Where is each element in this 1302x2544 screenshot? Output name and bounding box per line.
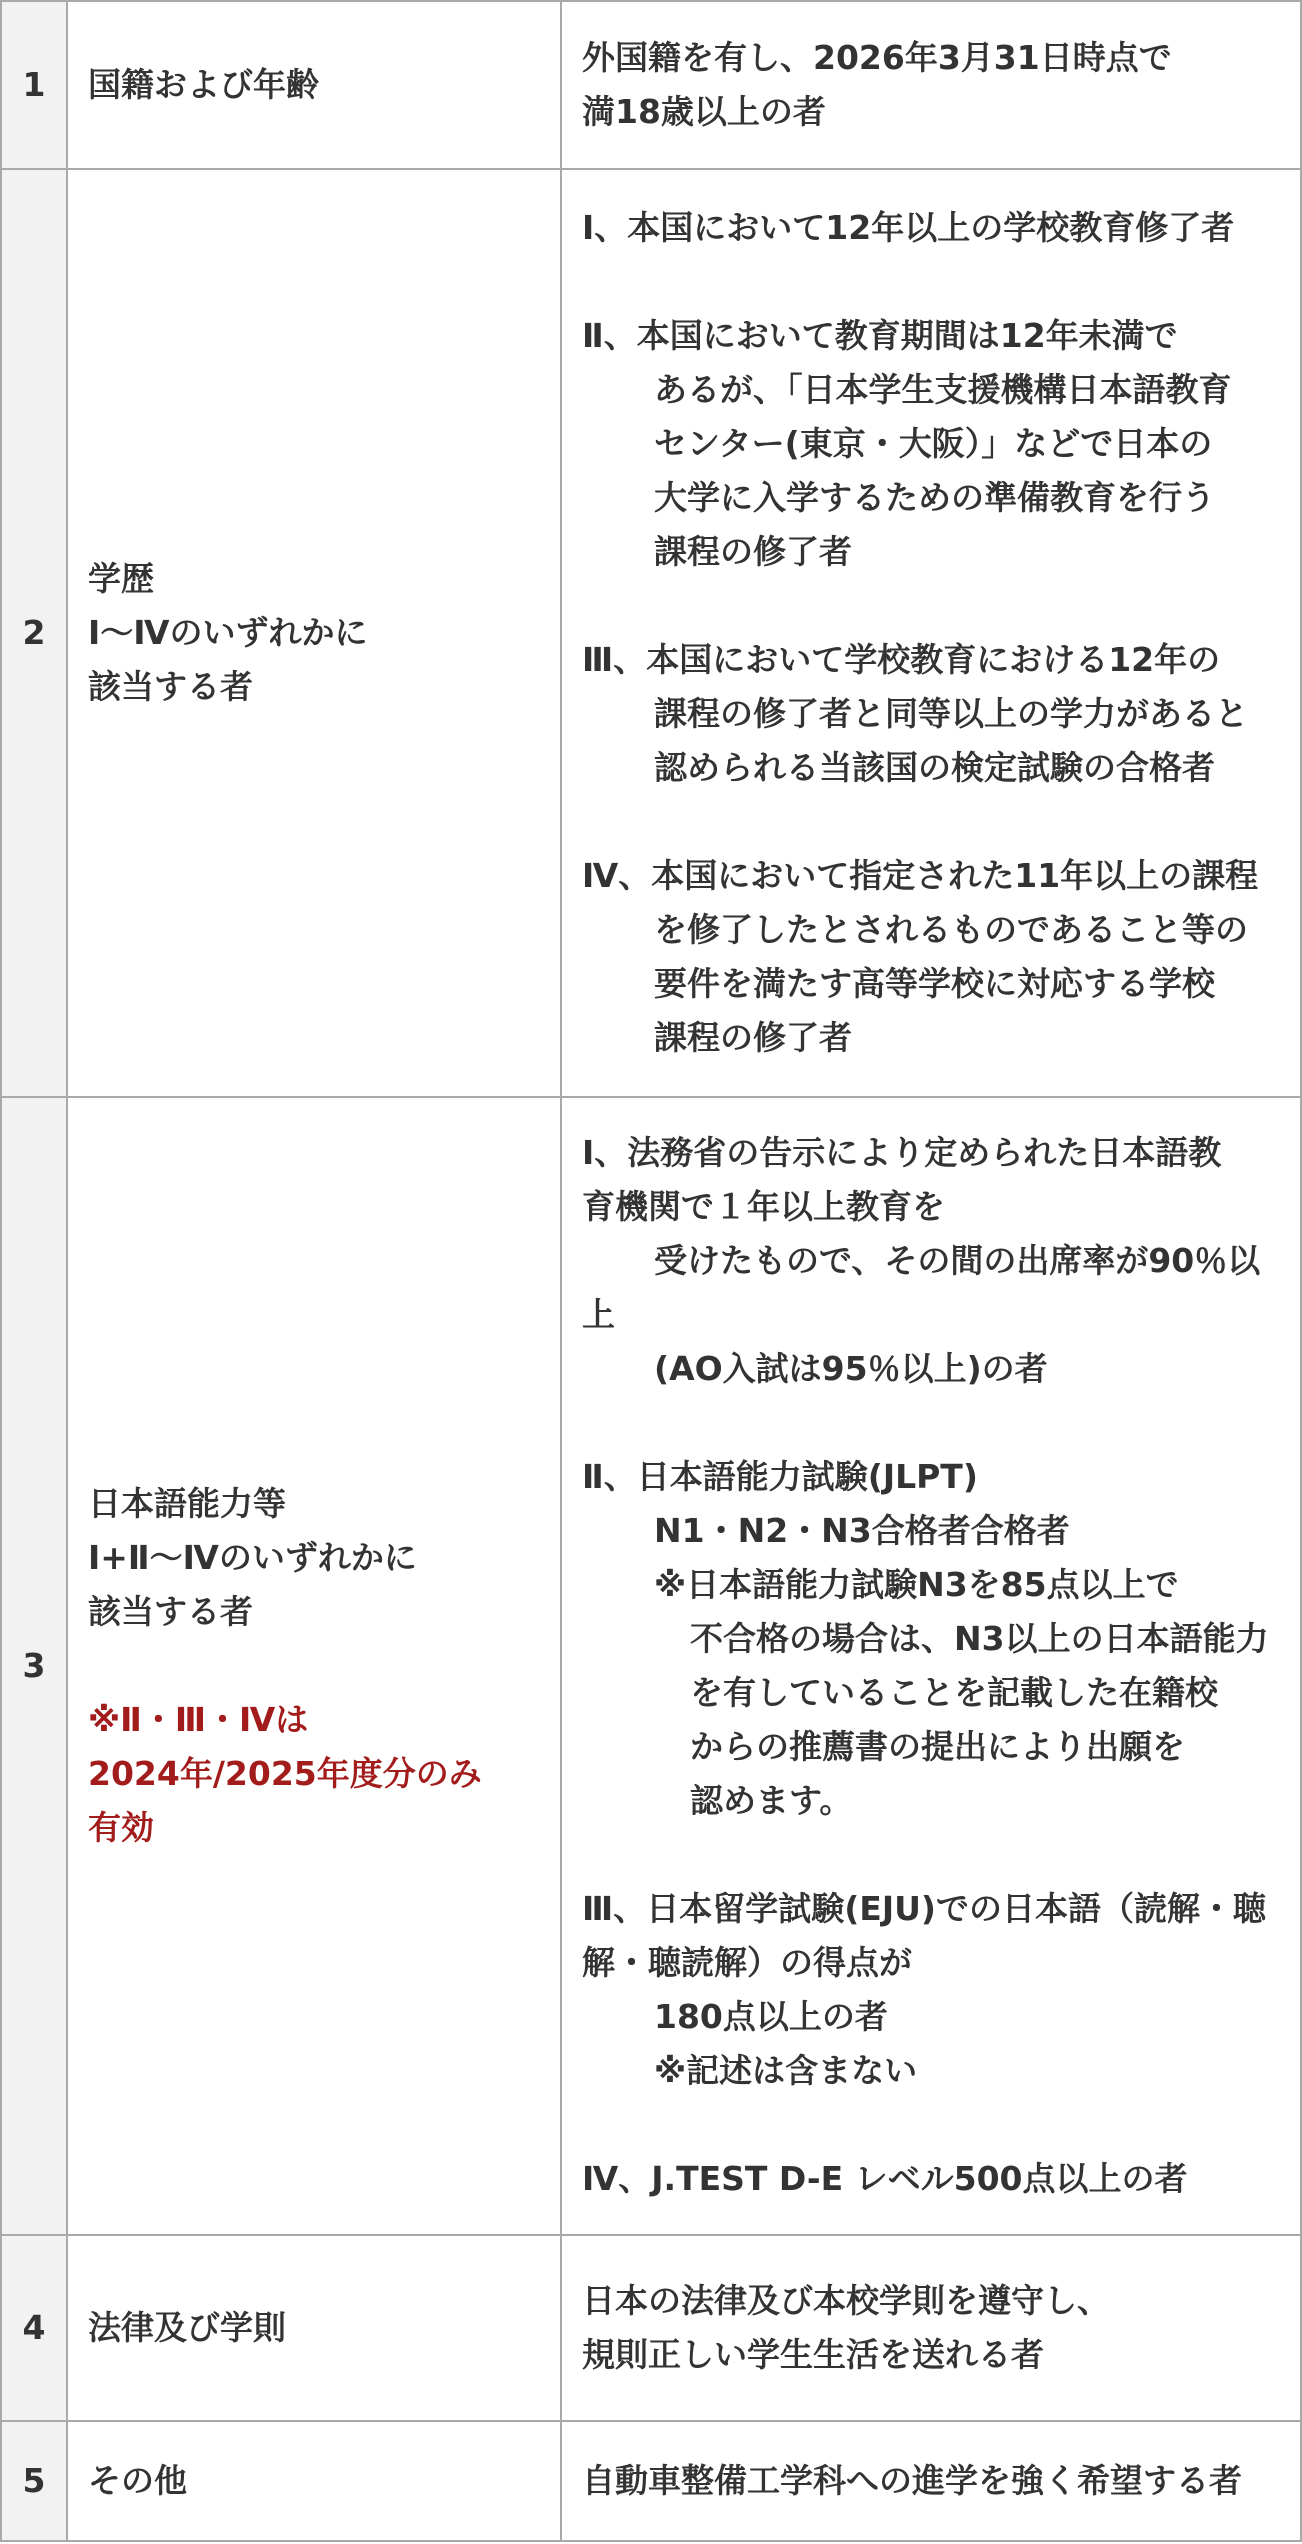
validity-note: 有効: [88, 1808, 154, 1847]
label-line: Ⅰ～Ⅳのいずれかに: [88, 613, 368, 652]
validity-note: 2024年/2025年度分のみ: [88, 1754, 482, 1793]
list-item-continuation: センター(東京・大阪）」などで日本の: [654, 424, 1213, 463]
content-line: 満18歳以上の者: [582, 92, 826, 131]
label-line: Ⅰ+Ⅱ～Ⅳのいずれかに: [88, 1538, 417, 1577]
content-line: 自動車整備工学科への進学を強く希望する者: [582, 2461, 1242, 2500]
row-label: [67, 2421, 561, 2541]
row-content: [561, 1097, 1301, 2235]
label-line: 学歴: [88, 559, 154, 598]
list-item-continuation: (AO入試は95％以上)の者: [654, 1349, 1048, 1388]
table-row: [1, 2235, 1301, 2421]
row-number: 3: [1, 1097, 67, 2235]
list-item-continuation: 認められる当該国の検定試験の合格者: [654, 748, 1215, 787]
list-item: Ⅱ、本国において教育期間は12年未満で: [582, 316, 1178, 355]
content-line: 外国籍を有し、2026年3月31日時点で: [582, 38, 1172, 77]
row-number: 4: [1, 2235, 67, 2421]
list-item-continuation: 課程の修了者と同等以上の学力があると: [654, 694, 1248, 733]
list-item-continuation: あるが、「日本学生支援機構日本語教育: [654, 370, 1232, 409]
list-item-continuation: 育機関で１年以上教育を: [582, 1187, 945, 1226]
list-item: Ⅳ、J.TEST D-E レベル500点以上の者: [582, 2159, 1188, 2198]
table-row: [1, 2421, 1301, 2541]
list-item: Ⅰ、本国において12年以上の学校教育修了者: [582, 208, 1235, 247]
list-item-continuation: N1・N2・N3合格者合格者: [654, 1511, 1070, 1550]
row-label: [67, 1, 561, 169]
row-number: 5: [1, 2421, 67, 2541]
list-item-continuation: 上: [582, 1295, 615, 1334]
validity-note: ※Ⅱ・Ⅲ・Ⅳは: [88, 1700, 309, 1739]
list-item: Ⅲ、本国において学校教育における12年の: [582, 640, 1221, 679]
list-item-continuation: 課程の修了者: [654, 1018, 852, 1057]
table-row: [1, 169, 1301, 1097]
row-number: 2: [1, 169, 67, 1097]
row-number: 1: [1, 1, 67, 169]
jlpt-note: を有していることを記載した在籍校: [690, 1673, 1218, 1712]
content-line: 日本の法律及び本校学則を遵守し、: [582, 2281, 1110, 2320]
row-content: [561, 2235, 1301, 2421]
label-line: 該当する者: [88, 667, 253, 706]
row-label: [67, 169, 561, 1097]
list-item-continuation: を修了したとされるものであること等の: [654, 910, 1248, 949]
list-item: Ⅲ、日本留学試験(EJU)での日本語（読解・聴: [582, 1889, 1266, 1928]
table-row: [1, 1, 1301, 169]
list-item-continuation: 課程の修了者: [654, 532, 852, 571]
list-item-continuation: ※記述は含まない: [654, 2051, 918, 2090]
label-line: その他: [88, 2461, 187, 2500]
label-line: 国籍および年齢: [88, 65, 319, 104]
row-content: [561, 1, 1301, 169]
jlpt-note: 認めます。: [690, 1781, 853, 1820]
list-item-continuation: 要件を満たす高等学校に対応する学校: [654, 964, 1215, 1003]
list-item-continuation: 大学に入学するための準備教育を行う: [654, 478, 1215, 517]
jlpt-note: からの推薦書の提出により出願を: [690, 1727, 1185, 1766]
row-content: [561, 169, 1301, 1097]
row-content: [561, 2421, 1301, 2541]
jlpt-note: 不合格の場合は、N3以上の日本語能力: [690, 1619, 1269, 1658]
list-item-continuation: 受けたもので、その間の出席率が90％以: [654, 1241, 1261, 1280]
label-line: 該当する者: [88, 1592, 253, 1631]
list-item-continuation: 180点以上の者: [654, 1997, 888, 2036]
table-row: [1, 1097, 1301, 2235]
row-label: [67, 2235, 561, 2421]
list-item: Ⅰ、法務省の告示により定められた日本語教: [582, 1133, 1222, 1172]
label-line: 日本語能力等: [88, 1484, 286, 1523]
list-item-continuation: 解・聴読解）の得点が: [582, 1943, 912, 1982]
content-line: 規則正しい学生生活を送れる者: [582, 2335, 1044, 2374]
jlpt-note: ※日本語能力試験N3を85点以上で: [654, 1565, 1179, 1604]
list-item: Ⅱ、日本語能力試験(JLPT): [582, 1457, 978, 1496]
label-line: 法律及び学則: [88, 2308, 286, 2347]
row-label: [67, 1097, 561, 2235]
list-item: Ⅳ、本国において指定された11年以上の課程: [582, 856, 1259, 895]
